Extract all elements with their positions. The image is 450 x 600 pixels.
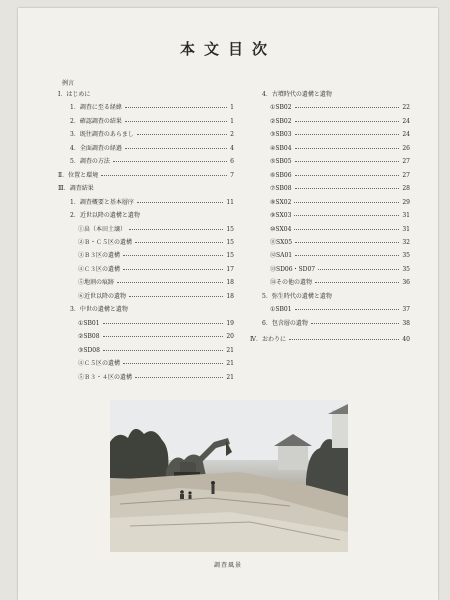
toc-entry-page: 21	[226, 360, 234, 368]
toc-leader-dots	[135, 242, 223, 243]
toc-entry-page: 24	[402, 131, 410, 139]
toc-entry	[250, 105, 410, 112]
toc-entry-page: 28	[402, 185, 410, 193]
toc-entry-page: 22	[402, 104, 410, 112]
toc-entry-page: 21	[226, 346, 234, 354]
toc-leader-dots	[103, 323, 224, 324]
toc-leader-dots	[295, 161, 400, 162]
toc-entry-title: Ⅱ．位置と環境	[58, 171, 99, 179]
toc-entry	[58, 348, 234, 355]
toc-entry	[250, 92, 410, 99]
excavation-scene-graphic	[110, 400, 348, 552]
toc-leader-dots	[318, 269, 399, 270]
toc-leader-dots	[295, 134, 400, 135]
document-page	[18, 8, 438, 600]
toc-entry	[250, 173, 410, 180]
toc-entry-title: ①畠（本田土壌）	[78, 225, 127, 233]
toc-leader-dots	[137, 202, 224, 203]
toc-leader-dots	[137, 134, 227, 135]
toc-leader-dots	[103, 336, 224, 337]
toc-entry-page: 15	[226, 238, 234, 246]
toc-leader-dots	[295, 309, 400, 310]
toc-entry-page: 29	[402, 198, 410, 206]
toc-leader-dots	[125, 107, 227, 108]
toc-entry	[58, 92, 234, 99]
toc-entry-title: 2．近世以降の遺構と遺物	[70, 212, 140, 220]
toc-entry-title: ⑨SX03	[270, 212, 292, 220]
toc-leader-dots	[129, 296, 223, 297]
toc-entry-title: ②Ｂ・Ｃ５区の遺構	[78, 238, 133, 246]
toc-entry-title: ④SB04	[270, 144, 292, 152]
toc-entry-page: 32	[402, 238, 410, 246]
toc-entry-title: 4．全面調査の経過	[70, 144, 122, 152]
toc-entry-title: 4．古墳時代の遺構と遺物	[262, 91, 332, 98]
toc-entry-title: ⑦SB08	[270, 185, 292, 193]
toc-entry-page: 6	[230, 158, 234, 166]
toc-entry	[58, 267, 234, 274]
toc-leader-dots	[295, 148, 400, 149]
toc-entry	[58, 200, 234, 207]
toc-leader-dots	[289, 339, 399, 340]
toc-entry-title: Ⅳ．おわりに	[250, 336, 286, 344]
toc-entry	[250, 321, 410, 328]
toc-entry-page: 15	[226, 252, 234, 260]
toc-entry	[58, 132, 234, 139]
toc-entry-page: 18	[226, 292, 234, 300]
toc-leader-dots	[295, 188, 400, 189]
toc-leader-dots	[117, 282, 223, 283]
toc-entry-page: 21	[226, 373, 234, 381]
toc-entry	[58, 105, 234, 112]
toc-entry-title: ⑤SB05	[270, 158, 292, 166]
toc-entry	[58, 334, 234, 341]
toc-leader-dots	[295, 107, 400, 108]
toc-entry-title: ①SB02	[270, 104, 292, 112]
toc-entry	[58, 213, 234, 220]
toc-entry	[250, 240, 410, 247]
toc-entry-title: ⑭その他の遺物	[270, 279, 313, 287]
toc-entry	[250, 200, 410, 207]
toc-leader-dots	[294, 229, 399, 230]
toc-entry-title: ④Ｃ３区の遺構	[78, 265, 121, 273]
toc-entry	[58, 253, 234, 260]
toc-entry-page: 26	[402, 144, 410, 152]
toc-entry-page: 18	[226, 279, 234, 287]
toc-leader-dots	[103, 350, 223, 351]
toc-leader-dots	[295, 255, 399, 256]
toc-leader-dots	[315, 282, 399, 283]
page-title: 本文目次	[179, 40, 276, 58]
toc-entry	[250, 132, 410, 139]
toc-entry-title: 5．調査の方法	[70, 158, 110, 166]
toc-entry	[58, 280, 234, 287]
toc-entry-page: 31	[402, 212, 410, 220]
toc-entry	[58, 186, 234, 193]
toc-entry	[250, 307, 410, 314]
toc-entry	[58, 375, 234, 382]
toc-entry	[250, 227, 410, 234]
toc-entry-page: 31	[402, 225, 410, 233]
toc-entry-title: ③SB03	[270, 131, 292, 139]
toc-entry	[250, 159, 410, 166]
toc-entry-title: ⑫SA01	[270, 252, 293, 260]
toc-leader-dots	[113, 161, 227, 162]
toc-entry-page: 1	[230, 117, 234, 125]
toc-entry	[250, 213, 410, 220]
toc-leader-dots	[129, 229, 223, 230]
toc-entry-title: ③SD08	[78, 346, 100, 354]
toc-entry-title: 6．包含層の遺物	[262, 319, 308, 327]
toc-entry-title: 1．調査に至る経緯	[70, 104, 122, 112]
toc-entry-page: 4	[230, 144, 234, 152]
toc-entry-title: Ⅰ．はじめに	[58, 91, 91, 98]
toc-entry	[58, 146, 234, 153]
toc-leader-dots	[294, 202, 399, 203]
toc-entry	[58, 307, 234, 314]
toc-entry-page: 24	[402, 117, 410, 125]
toc-entry-title: ⑥近世以降の遺物	[78, 292, 127, 300]
toc-leader-dots	[295, 121, 400, 122]
toc-entry-title: ⑧SX02	[270, 198, 292, 206]
toc-entry-title: 2．確認調査の結果	[70, 117, 122, 125]
toc-leader-dots	[294, 215, 399, 216]
intro-label: 例言	[62, 80, 75, 87]
toc-entry-page: 7	[230, 171, 234, 179]
toc-entry	[250, 267, 410, 274]
toc-entry	[58, 227, 234, 234]
toc-entry-title: 3．中世の遺構と遺物	[70, 306, 128, 314]
toc-entry	[58, 294, 234, 301]
toc-entry-page: 1	[230, 104, 234, 112]
toc-leader-dots	[311, 323, 400, 324]
toc-leader-dots	[123, 255, 223, 256]
photo-caption: 調査風景	[213, 562, 242, 569]
toc-entry-page: 19	[226, 319, 234, 327]
toc-leader-dots	[125, 121, 227, 122]
toc-leader-dots	[101, 175, 227, 176]
toc-entry-page: 27	[402, 171, 410, 179]
toc-right-column	[250, 92, 410, 351]
toc-leader-dots	[295, 242, 399, 243]
toc-entry-title: ⑪SX05	[270, 238, 293, 246]
toc-entry	[58, 361, 234, 368]
excavation-photo	[110, 400, 348, 552]
toc-entry	[250, 186, 410, 193]
toc-entry	[250, 337, 410, 344]
toc-entry-title: ⑤地割の痕跡	[78, 279, 115, 287]
toc-entry-page: 40	[402, 336, 410, 344]
toc-entry-page: 36	[402, 279, 410, 287]
toc-entry-title: ②SB08	[78, 333, 100, 341]
toc-left-column	[58, 92, 234, 388]
toc-leader-dots	[125, 148, 227, 149]
toc-entry	[250, 253, 410, 260]
toc-entry	[250, 119, 410, 126]
toc-entry-page: 11	[226, 198, 234, 206]
toc-entry-page: 35	[402, 252, 410, 260]
toc-entry	[58, 119, 234, 126]
toc-entry-title: ⑥SB06	[270, 171, 292, 179]
toc-entry-title: ⑬SD06・SD07	[270, 265, 316, 273]
toc-entry	[250, 146, 410, 153]
toc-entry-title: ③Ｂ３区の遺構	[78, 252, 121, 260]
toc-entry	[250, 294, 410, 301]
toc-entry-title: ⑩SX04	[270, 225, 292, 233]
toc-entry-page: 20	[226, 333, 234, 341]
toc-entry-title: Ⅲ．調査結果	[58, 185, 94, 193]
toc-entry	[58, 173, 234, 180]
toc-entry-title: 5．弥生時代の遺構と遺物	[262, 292, 332, 300]
toc-entry-title: ①SB01	[78, 319, 100, 327]
toc-entry-page: 37	[402, 306, 410, 314]
toc-entry-title: ⑤Ｂ３・４区の遺構	[78, 373, 133, 381]
toc-leader-dots	[123, 269, 223, 270]
toc-entry-title: ④Ｃ５区の遺構	[78, 360, 121, 368]
toc-entry	[250, 280, 410, 287]
toc-leader-dots	[135, 377, 223, 378]
toc-entry-title: ②SB02	[270, 117, 292, 125]
toc-leader-dots	[295, 175, 400, 176]
toc-leader-dots	[123, 363, 223, 364]
toc-entry-title: 3．既往調査のあらまし	[70, 131, 134, 139]
toc-entry	[58, 240, 234, 247]
toc-entry-page: 27	[402, 158, 410, 166]
toc-entry-title: 1．調査概要と基本層序	[70, 198, 134, 206]
toc-entry-page: 15	[226, 225, 234, 233]
toc-entry-page: 17	[226, 265, 234, 273]
toc-entry-page: 2	[230, 131, 234, 139]
toc-entry-page: 35	[402, 265, 410, 273]
toc-entry-title: ①SB01	[270, 306, 292, 314]
toc-entry	[58, 159, 234, 166]
toc-entry	[58, 321, 234, 328]
toc-entry-page: 38	[402, 319, 410, 327]
